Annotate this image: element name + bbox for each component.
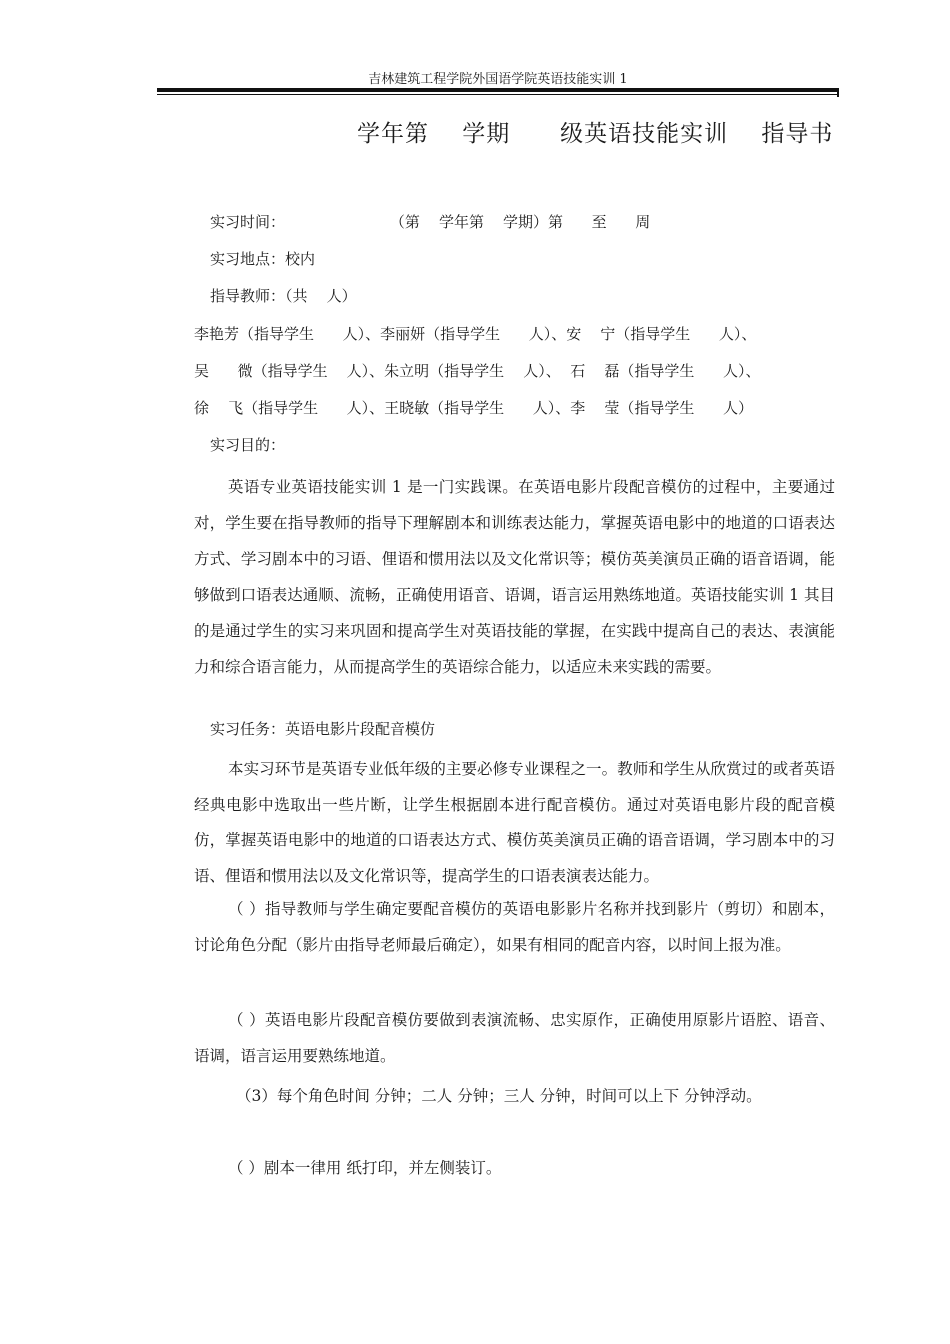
teachers-row-2: 吴 微（指导学生 人）、朱立明（指导学生 人）、 石 磊（指导学生 人）、: [194, 362, 761, 380]
purpose-paragraph: 英语专业英语技能实训 1 是一门实践课。在英语电影片段配音模仿的过程中，主要通过对，学生要在指导教师的指导下理解剧本和训练表达能力，掌握英语电影中的地道的口语表达方式、学习剧本中的习语、俚语和惯用法以及文化常识等；模仿英美演员正确的语音语调，能够做到口语表达通顺、流畅，正确使用语音、语调，语言运用熟练地道。英语技能实训 1 其目的是通过学生的实习来巩固和提高学生对英语技能的掌握，在实践中提高自己的表达、表演能力和综合语言能力，从而提高学生的英语综合能力，以适应未来实践的需要。: [194, 478, 835, 676]
internship-time: 实习时间： （第 学年第 学期）第 至 周: [210, 213, 651, 231]
running-header: 吉林建筑工程学院外国语学院英语技能实训 1: [368, 72, 628, 87]
teachers-row-1: 李艳芳（指导学生 人）、李丽妍（指导学生 人）、安 宁（指导学生 人）、: [194, 325, 757, 343]
purpose-label: 实习目的：: [210, 436, 286, 454]
header-rule-end: [837, 88, 839, 97]
task-label: 实习任务：英语电影片段配音模仿: [210, 720, 436, 738]
item-1: （ ）指导教师与学生确定要配音模仿的英语电影影片名称并找到影片（剪切）和剧本，讨论角色分配（影片由指导老师最后确定），如果有相同的配音内容，以时间上报为准。: [194, 900, 835, 954]
header-rule-thick: [157, 88, 839, 92]
header-rule-thin: [157, 94, 839, 95]
document-title: 学年第 学期 级英语技能实训 指导书: [357, 121, 834, 147]
teachers-label: 指导教师：（共 人）: [210, 287, 357, 305]
internship-place: 实习地点：校内: [210, 250, 316, 268]
teachers-row-3: 徐 飞（指导学生 人）、王晓敏（指导学生 人）、李 莹（指导学生 人）: [194, 399, 753, 417]
item-3: （3）每个角色时间 分钟；二人 分钟；三人 分钟，时间可以上下 分钟浮动。: [236, 1087, 762, 1105]
item-2: （ ）英语电影片段配音模仿要做到表演流畅、忠实原作，正确使用原影片语腔、语音、语调，语言运用要熟练地道。: [194, 1011, 835, 1065]
item-4: （ ）剧本一律用 纸打印，并左侧装订。: [228, 1159, 502, 1177]
task-paragraph: 本实习环节是英语专业低年级的主要必修专业课程之一。教师和学生从欣赏过的或者英语经典电影中选取出一些片断，让学生根据剧本进行配音模仿。通过对英语电影片段的配音模仿，掌握英语电影中的地道的口语表达方式、模仿英美演员正确的语音语调，学习剧本中的习语、俚语和惯用法以及文化常识等，提高学生的口语表演表达能力。: [194, 760, 835, 885]
